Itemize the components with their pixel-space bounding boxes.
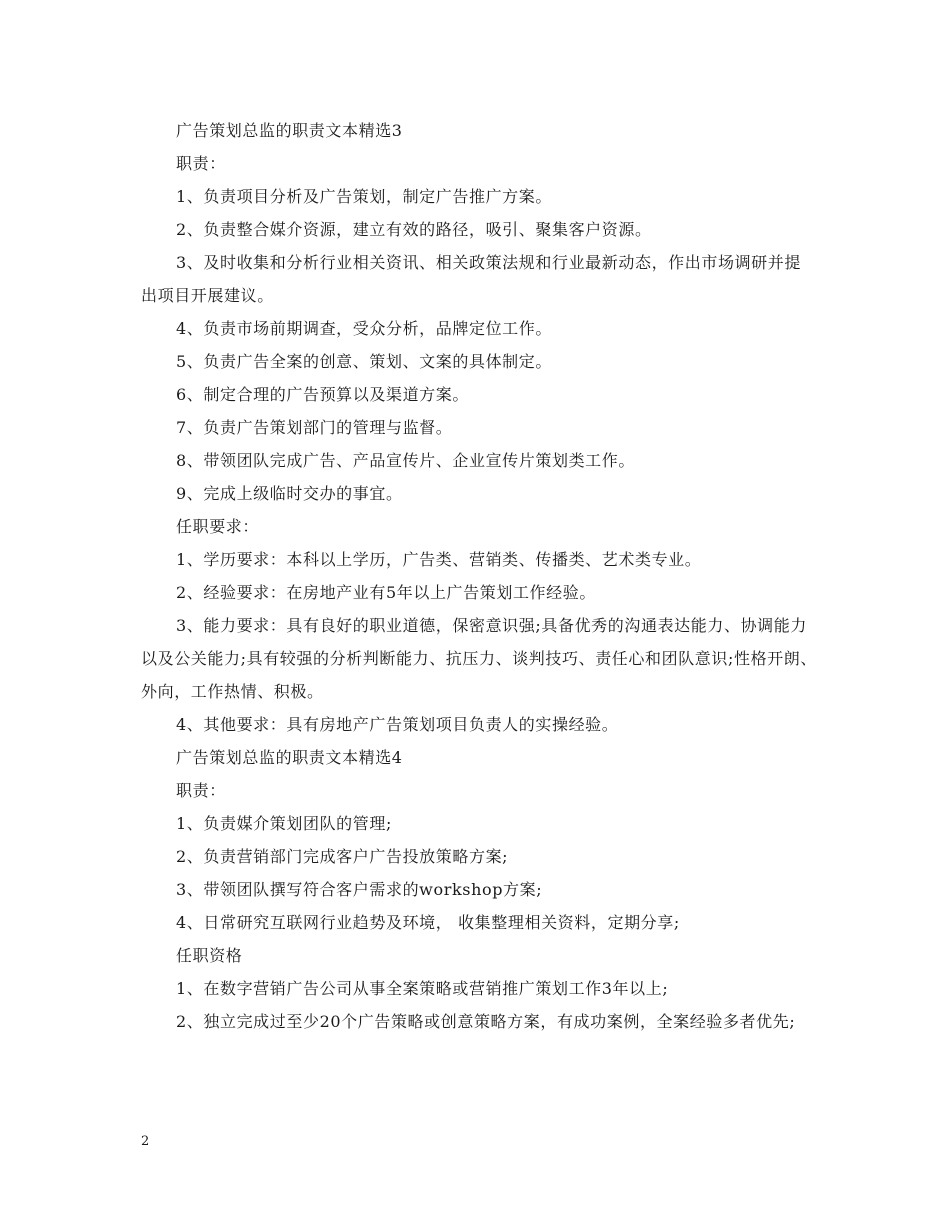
duty-item: 2、负责整合媒介资源，建立有效的路径，吸引、聚集客户资源。 [176,220,652,239]
duty-item: 6、制定合理的广告预算以及渠道方案。 [176,385,469,404]
requirements-label: 任职要求： [176,517,260,536]
section-heading-3: 广告策划总监的职责文本精选3 [176,121,403,140]
qualification-item: 1、在数字营销广告公司从事全案策略或营销推广策划工作3年以上; [176,979,669,998]
page-number: 2 [141,1134,150,1149]
qualifications-label: 任职资格 [176,946,243,965]
duty-item: 4、负责市场前期调查，受众分析，品牌定位工作。 [176,319,552,338]
duty-item: 1、负责媒介策划团队的管理; [176,814,392,833]
duty-item: 4、日常研究互联网行业趋势及环境， 收集整理相关资料，定期分享; [176,913,680,932]
duty-item: 2、负责营销部门完成客户广告投放策略方案; [176,847,509,866]
duty-item: 5、负责广告全案的创意、策划、文案的具体制定。 [176,352,552,371]
requirement-item: 3、能力要求：具有良好的职业道德，保密意识强;具备优秀的沟通表达能力、协调能力以及公关能力;具有较强的分析判断能力、抗压力、谈判技巧、责任心和团队意识;性格开朗、外向，工作热情、积极。 [141,616,817,701]
duty-item: 9、完成上级临时交办的事宜。 [176,484,403,503]
qualification-item: 2、独立完成过至少20个广告策略或创意策略方案，有成功案例，全案经验多者优先; [176,1012,796,1031]
document-body [141,114,817,1038]
duty-item: 3、带领团队撰写符合客户需求的workshop方案; [176,880,543,899]
requirement-item: 1、学历要求：本科以上学历，广告类、营销类、传播类、艺术类专业。 [176,550,702,569]
requirement-item: 2、经验要求：在房地产业有5年以上广告策划工作经验。 [176,583,596,602]
duty-item: 8、带领团队完成广告、产品宣传片、企业宣传片策划类工作。 [176,451,635,470]
duty-item: 7、负责广告策划部门的管理与监督。 [176,418,453,437]
duty-item: 3、及时收集和分析行业相关资讯、相关政策法规和行业最新动态，作出市场调研并提出项目开展建议。 [141,253,801,305]
section-heading-4: 广告策划总监的职责文本精选4 [176,748,403,767]
requirement-item: 4、其他要求：具有房地产广告策划项目负责人的实操经验。 [176,715,619,734]
duties-label: 职责： [176,154,226,173]
duty-item: 1、负责项目分析及广告策划，制定广告推广方案。 [176,187,552,206]
duties-label: 职责： [176,781,226,800]
